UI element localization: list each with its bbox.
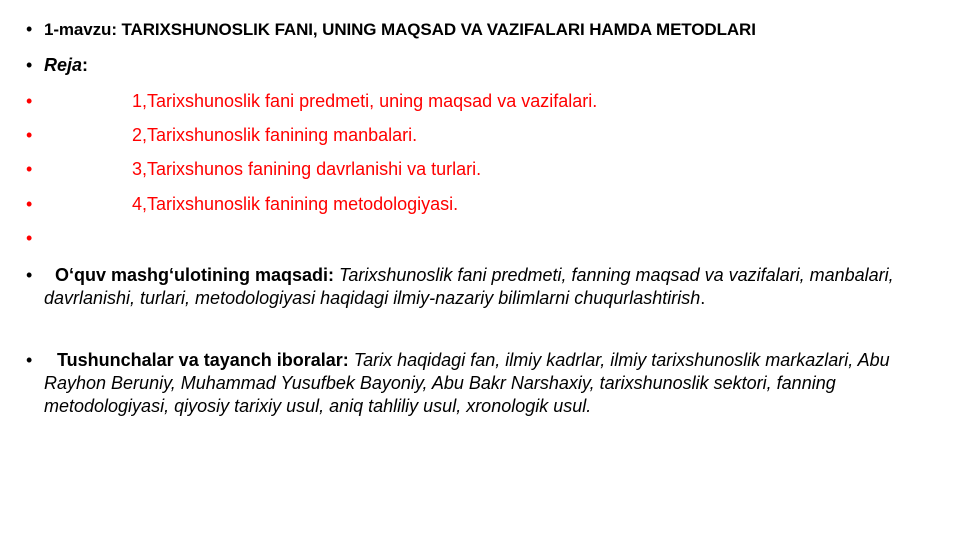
plan-item — [26, 90, 597, 113]
plan-item-text: 1,Tarixshunoslik fani predmeti, uning maqsad va vazifalari. — [132, 91, 598, 111]
plan-item-text: 2,Tarixshunoslik fanining manbalari. — [132, 125, 418, 145]
plan-item — [26, 193, 458, 216]
goal-text: Tarixshunoslik fani predmeti, fanning maqsad va vazifalari, manbalari, davrlanishi, turlari, metodologiyasi haqidagi ilmiy-nazariy bilimlarni chuqurlashtirish — [44, 265, 894, 308]
concepts-item — [26, 349, 904, 418]
page-title: 1-mavzu: TARIXSHUNOSLIK FANI, UNING MAQSAD VA VAZIFALARI HAMDA METODLARI — [44, 20, 756, 39]
concepts-text: Tarix haqidagi fan, ilmiy kadrlar, ilmiy tarixshunoslik markazlari, Abu Rayhon Beruniy, Muhammad Yusufbek Bayoniy, Abu Bakr Narshaxiy, tarixshunoslik sektori, fanning metodologiyasi, qiyosiy tarixiy usul, aniq tahliliy usul, xronologik usul. — [44, 350, 890, 416]
title-item — [26, 18, 756, 41]
bullet-dot: • — [26, 265, 33, 285]
goal-end: . — [700, 288, 706, 308]
goal-item — [26, 264, 904, 310]
plan-item-text: 3,Tarixshunos fanining davrlanishi va turlari. — [132, 159, 482, 179]
plan-item — [26, 158, 481, 181]
plan-item-text: 4,Tarixshunoslik fanining metodologiyasi. — [132, 194, 459, 214]
bullet-dot: • — [26, 350, 33, 370]
goal-label: O‘quv mashg‘ulotining maqsadi: — [55, 265, 335, 285]
bullet-dot: • — [26, 91, 33, 111]
bullet-dot: • — [26, 194, 33, 214]
reja-colon: : — [82, 55, 89, 75]
bullet-dot: • — [26, 125, 33, 145]
reja-item — [26, 54, 88, 77]
bullet-dot: • — [26, 19, 33, 39]
plan-item — [26, 124, 417, 147]
bullet-dot: • — [26, 228, 33, 248]
concepts-label: Tushunchalar va tayanch iboralar: — [57, 350, 349, 370]
bullet-dot: • — [26, 55, 33, 75]
bullet-dot: • — [26, 159, 33, 179]
reja-label: Reja — [44, 55, 83, 75]
